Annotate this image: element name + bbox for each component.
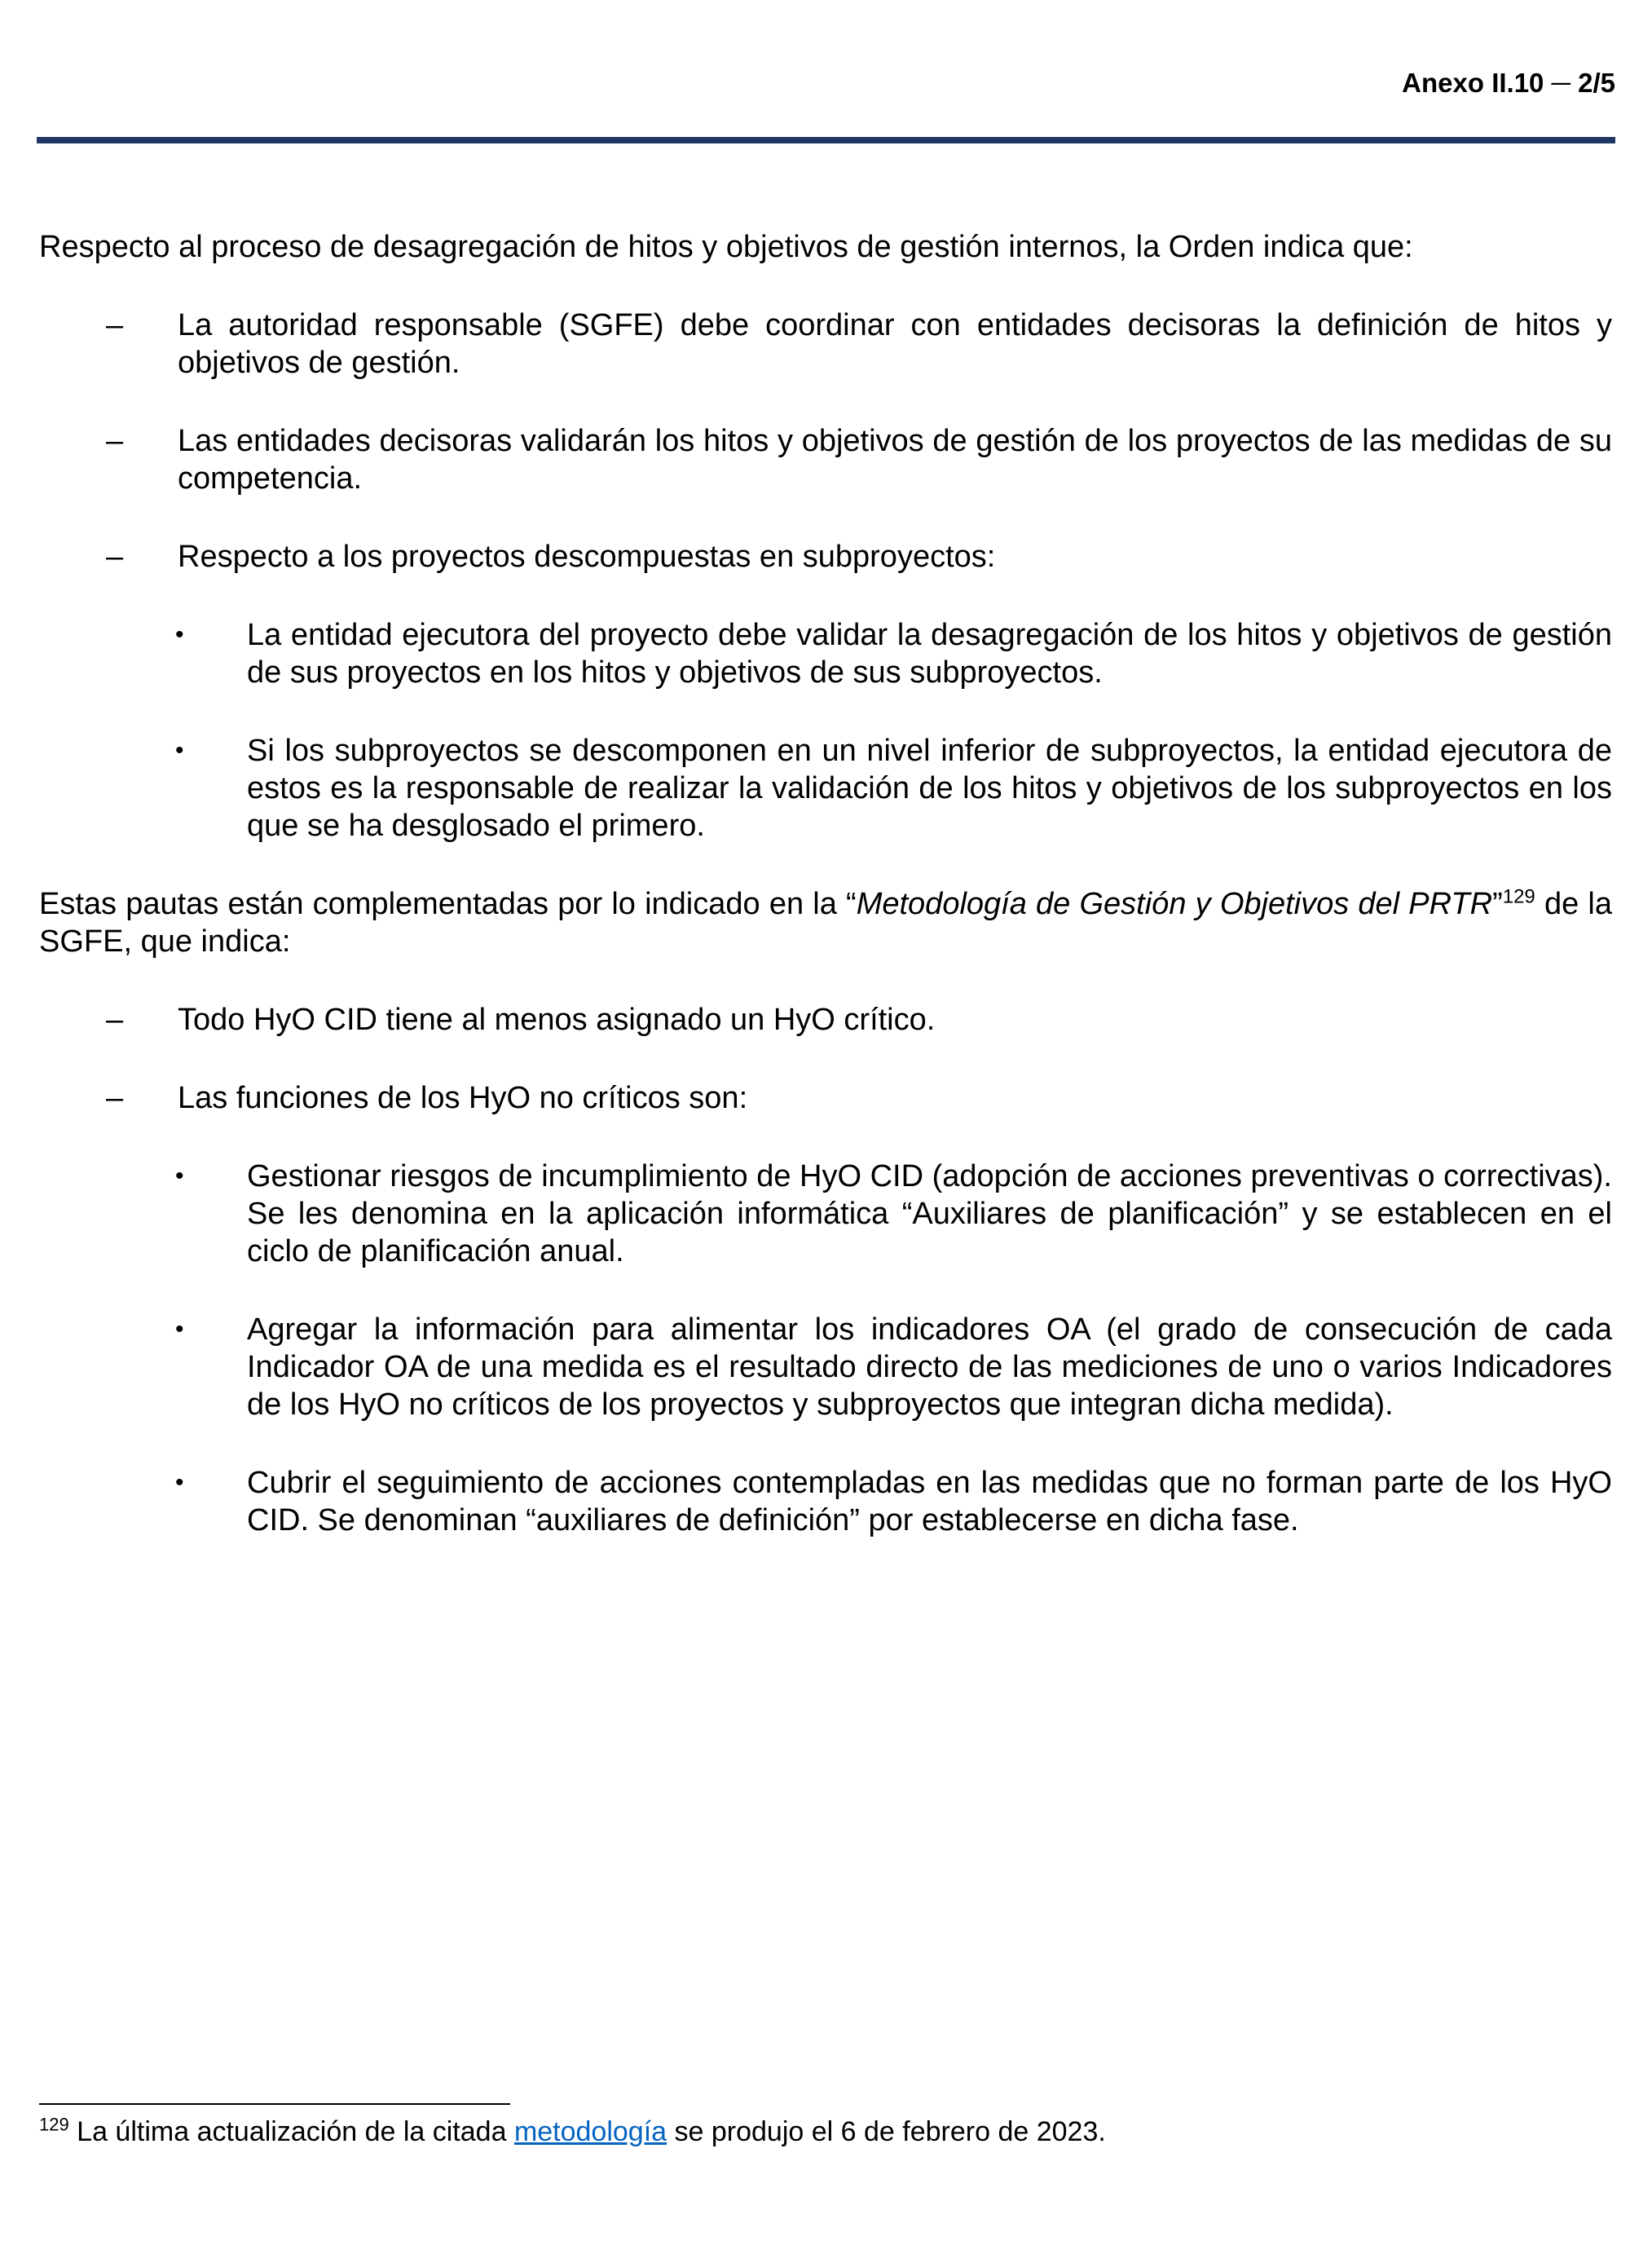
list-item-text: Las entidades decisoras validarán los hitos y objetivos de gestión de los proyectos de las medidas de su competencia. [178,424,1612,496]
methodology-link[interactable]: metodología [513,2116,667,2147]
list-item [106,422,1612,497]
list-item-text: La autoridad responsable (SGFE) debe coordinar con entidades decisoras la definición de hitos y objetivos de gestión. [178,308,1612,380]
methodology-title: Metodología de Gestión y Objetivos del PRTR [856,887,1493,921]
sublist-item-text: Gestionar riesgos de incumplimiento de HyO CID (adopción de acciones preventivas o correctivas). Se les denomina en la aplicación informática “Auxiliares de planificación” y se establecen en el ciclo de planificación anual. [247,1159,1612,1268]
dash-bullet: – [106,424,124,458]
sublist-item [175,1158,1612,1270]
dash-bullet: – [106,540,124,574]
para-text-before: Estas pautas están complementadas por lo indicado en la “ [39,887,857,921]
dash-bullet: – [106,308,124,342]
list-item-text: Todo HyO CID tiene al menos asignado un HyO crítico. [178,1003,936,1037]
document-body [39,228,1612,1580]
footnote-text-before: La última actualización de la citada [68,2116,514,2147]
footnote [39,2115,1612,2149]
sublist-item [175,1311,1612,1423]
list-item [106,1001,1612,1039]
footnote-reference[interactable]: 129 [1502,885,1535,908]
para-text-after: de la SGFE, que indica: [39,887,1612,959]
list-item [106,1079,1612,1117]
list-item-text: Las funciones de los HyO no críticos son: [178,1081,748,1115]
dash-bullet: – [106,1003,124,1037]
list-item-text: Respecto a los proyectos descompuestas en subproyectos: [178,540,996,574]
methodology-paragraph [39,885,1612,960]
footnote-number: 129 [39,2114,69,2135]
sublist-item-text: Agregar la información para alimentar los indicadores OA (el grado de consecución de cada Indicador OA de una medida es el resultado directo de las mediciones de uno o varios Indicadores de los HyO no críticos de los proyectos y subproyectos que integran dicha medida). [247,1312,1612,1422]
sublist-item-text: Si los subproyectos se descomponen en un nivel inferior de subproyectos, la entidad ejecutora de estos es la responsable de realizar la validación de los hitos y objetivos de los subproyectos en los que se ha desglosado el primero. [247,734,1612,843]
dot-bullet: • [175,1469,184,1496]
sublist-item [175,1464,1612,1539]
dot-bullet: • [175,737,184,764]
page-header: Anexo II.10 ─ 2/5 [1402,68,1615,98]
list-item [106,307,1612,382]
sublist-item-text: Cubrir el seguimiento de acciones contempladas en las medidas que no forman parte de los HyO CID. Se denominan “auxiliares de definición” por establecerse en dicha fase. [247,1466,1612,1537]
dot-bullet: • [175,621,184,648]
list-item [106,538,1612,576]
sublist-item-text: La entidad ejecutora del proyecto debe validar la desagregación de los hitos y objetivos de gestión de sus proyectos en los hitos y objetivos de sus subproyectos. [247,618,1612,690]
dot-bullet: • [175,1162,184,1189]
intro-paragraph: Respecto al proceso de desagregación de hitos y objetivos de gestión internos, la Orden indica que: [39,230,1413,264]
dash-bullet: – [106,1081,124,1115]
sublist-item [175,616,1612,691]
footnote-separator [39,2103,510,2105]
footnote-text-after: se produjo el 6 de febrero de 2023. [667,2116,1106,2147]
sublist-item [175,732,1612,845]
dot-bullet: • [175,1316,184,1343]
closing-quote: ” [1492,887,1503,921]
header-divider [37,137,1615,143]
